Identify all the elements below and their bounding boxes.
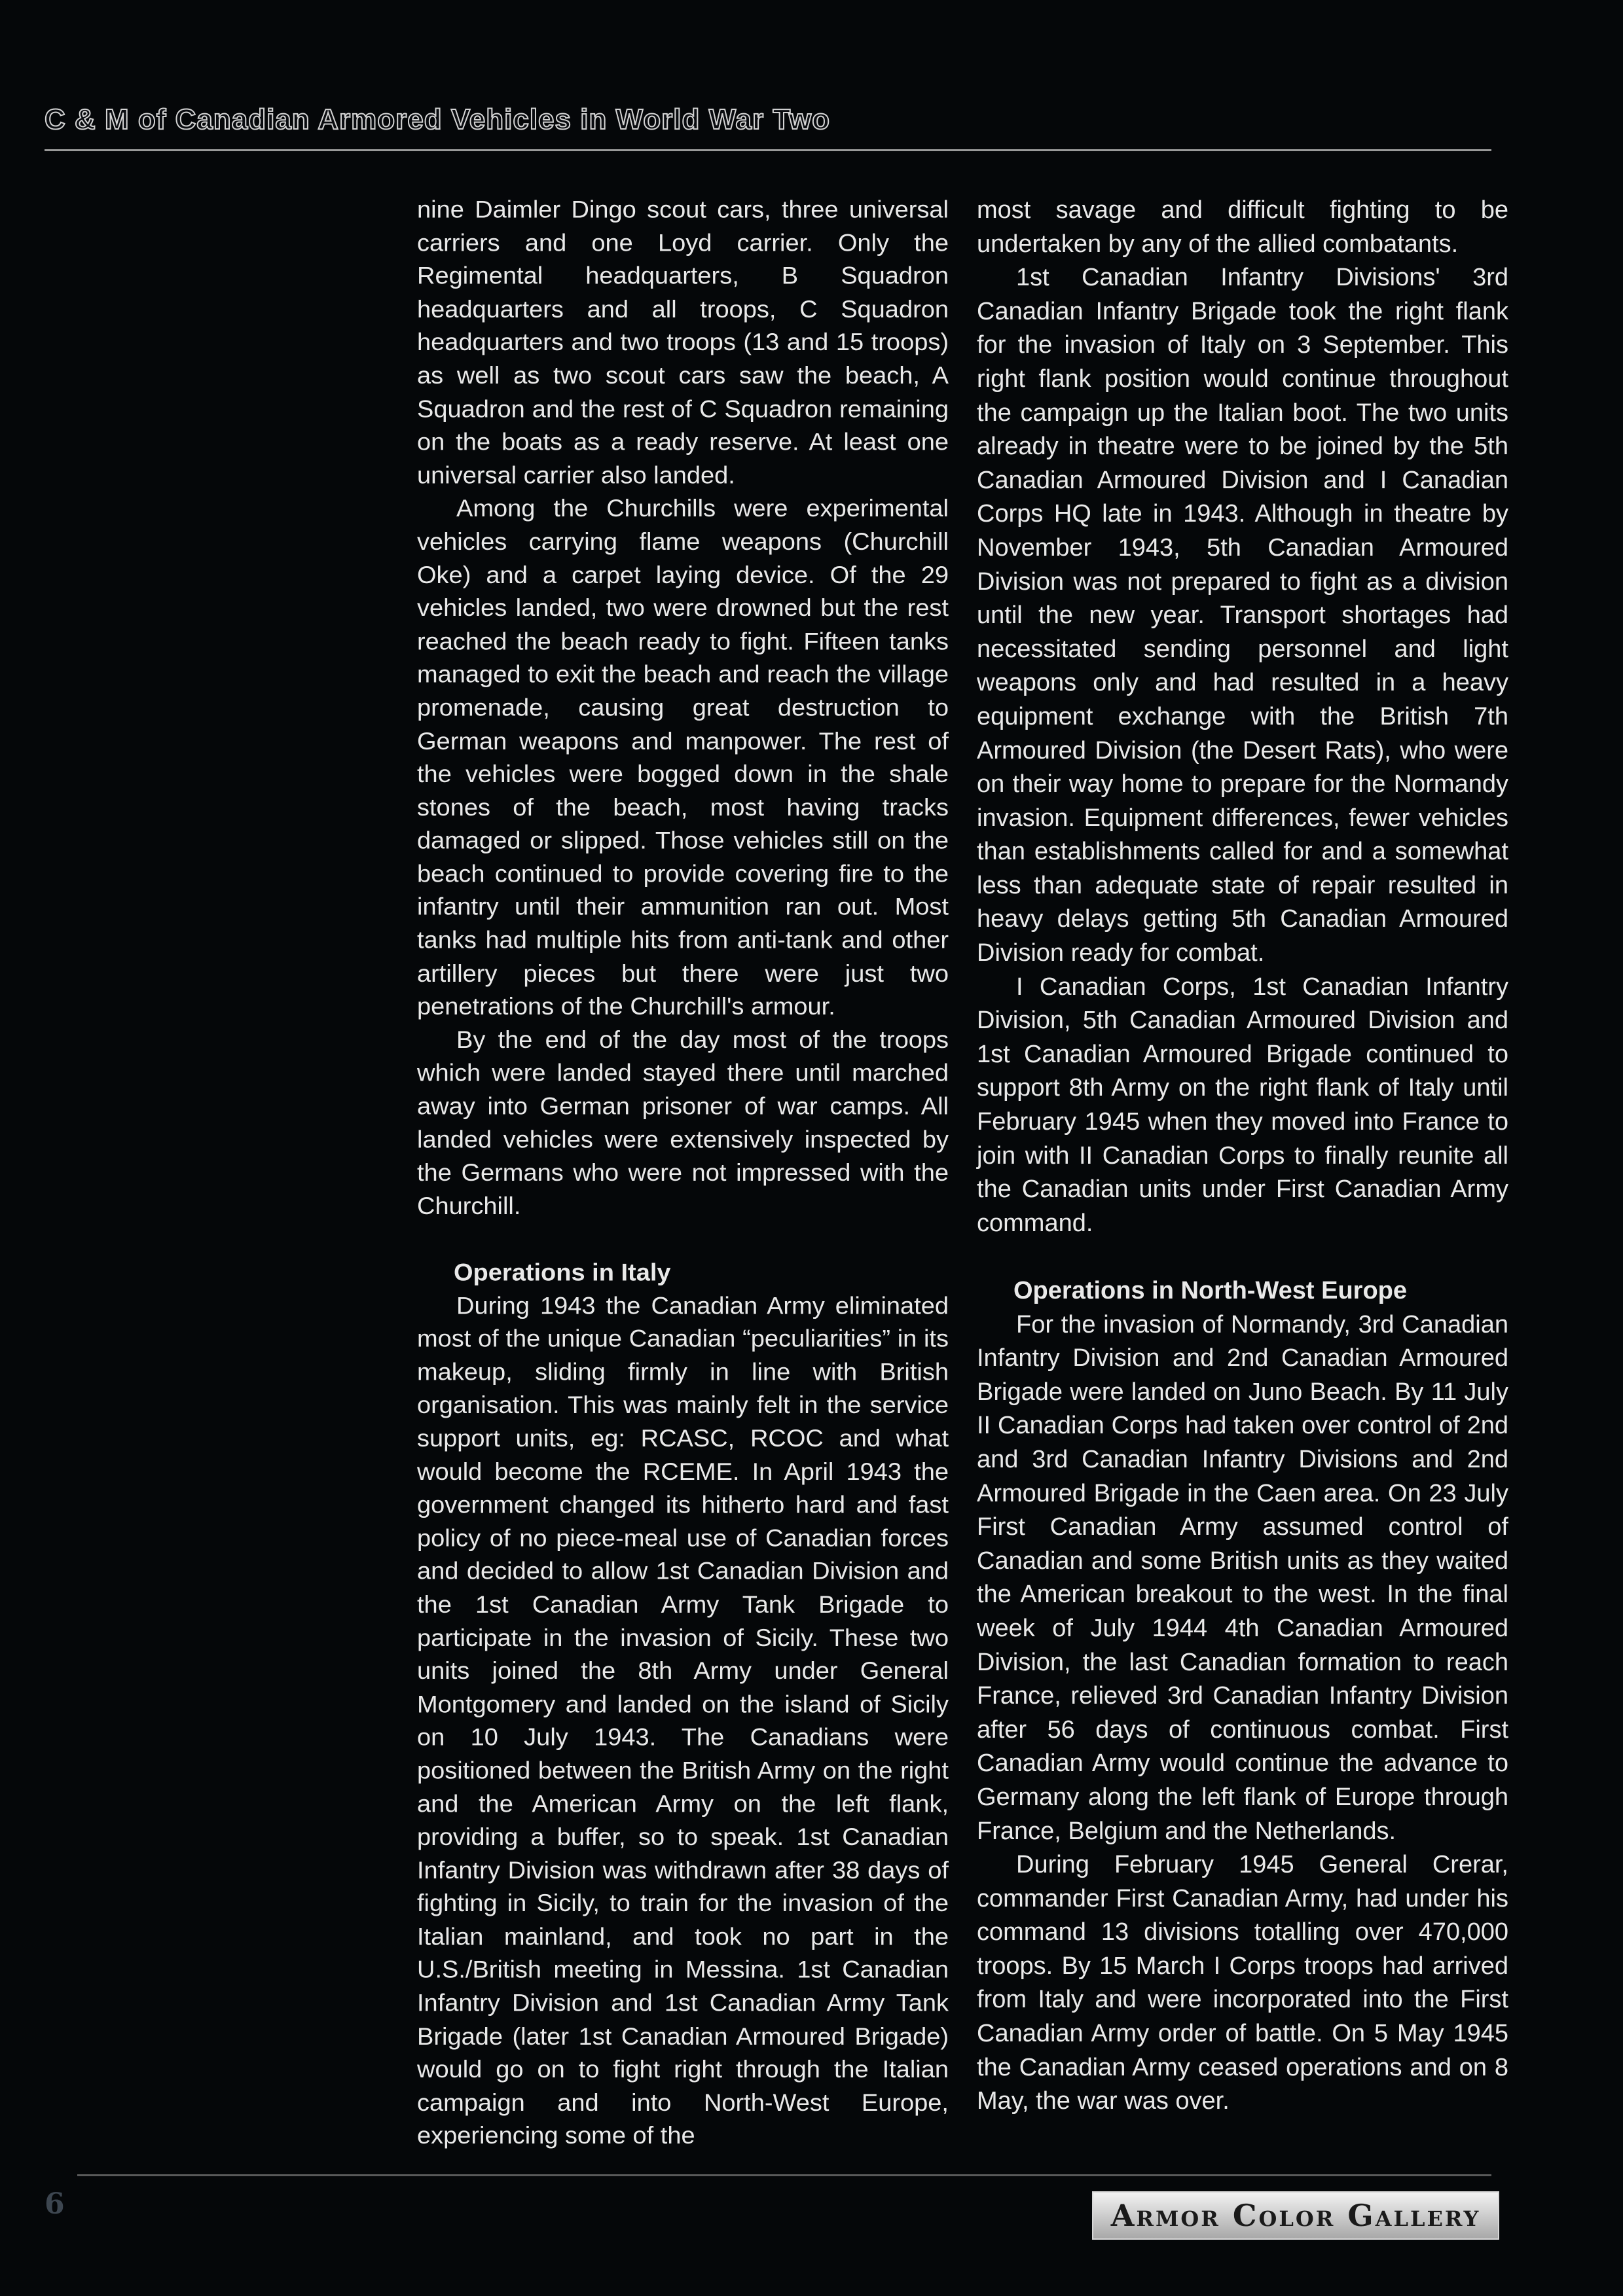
logo-text: Armor Color Gallery bbox=[1110, 2198, 1481, 2233]
armor-color-gallery-logo bbox=[1092, 2191, 1499, 2240]
paragraph: During 1943 the Canadian Army eliminated most of the unique Canadian “peculiarities” in its makeup, sliding firmly in line with British organisation. This was mainly felt in the service support units, eg: RCASC, RCOC and what would become the RCEME. In April 1943 the government changed its hitherto hard and fast policy of no piece-meal use of Canadian forces and decided to allow 1st Canadian Division and the 1st Canadian Army Tank Brigade to participate in the invasion of Sicily. These two units joined the 8th Army under General Montgomery and landed on the island of Sicily on 10 July 1943. The Canadians were positioned between the British Army on the right and the American Army on the left flank, providing a buffer, so to speak. 1st Canadian Infantry Division was withdrawn after 38 days of fighting in Sicily, to train for the invasion of the Italian mainland, and took no part in the U.S./British meeting in Messina. 1st Canadian Infantry Division and 1st Canadian Army Tank Brigade (later 1st Canadian Armoured Brigade) would go on to fight right through the Italian campaign and into North-West Europe, experiencing some of the bbox=[417, 1292, 949, 2150]
paragraph: I Canadian Corps, 1st Canadian Infantry Division, 5th Canadian Armoured Division and 1st Canadian Armoured Brigade continued to support 8th Army on the right flank of Italy until February 1945 when they moved into France to join with II Canadian Corps to finally reunite all the Canadian units under First Canadian Army command. bbox=[977, 973, 1508, 1237]
section-spacer bbox=[977, 1240, 1508, 1274]
footer-divider bbox=[77, 2174, 1491, 2176]
paragraph: 1st Canadian Infantry Divisions' 3rd Canadian Infantry Brigade took the right flank for the invasion of Italy on 3 September. This right flank position would continue throughout the campaign up the Italian boot. The two units already in theatre were to be joined by the 5th Canadian Armoured Division and I Canadian Corps HQ late in 1943. Although in theatre by November 1943, 5th Canadian Armoured Division was not prepared to fight as a division until the new year. Transport shortages had necessitated sending personnel and light weapons only and had resulted in a heavy equipment exchange with the British 7th Armoured Division (the Desert Rats), who were on their way home to prepare for the Normandy invasion. Equipment differences, fewer vehicles than establishments called for and a somewhat less than adequate state of repair resulted in heavy delays getting 5th Canadian Armoured Division ready for combat. bbox=[977, 264, 1508, 967]
paragraph: For the invasion of Normandy, 3rd Canadian Infantry Division and 2nd Canadian Armoured Brigade were landed on Juno Beach. By 11 July II Canadian Corps had taken over control of 2nd and 3rd Canadian Infantry Divisions and 2nd Armoured Brigade in the Caen area. On 23 July First Canadian Army assumed control of Canadian and some British units as they waited the American breakout to the west. In the final week of July 1944 4th Canadian Armoured Division, the last Canadian formation to reach France, relieved 3rd Canadian Infantry Division after 56 days of continuous combat. First Canadian Army would continue the advance to Germany along the left flank of Europe through France, Belgium and the Netherlands. bbox=[977, 1310, 1508, 1845]
paragraph: most savage and difficult fighting to be undertaken by any of the allied combatants. bbox=[977, 196, 1508, 258]
running-header-title: C & M of Canadian Armored Vehicles in World War Two bbox=[45, 103, 831, 135]
paragraph: Among the Churchills were experimental vehicles carrying flame weapons (Churchill Oke) and a carpet laying device. Of the 29 vehicles landed, two were drowned but the rest reached the beach ready to fight. Fifteen tanks managed to exit the beach and reach the village promenade, causing great destruction to German weapons and manpower. The rest of the vehicles were bogged down in the shale stones of the beach, most having tracks damaged or slipped. Those vehicles still on the beach continued to provide covering fire to the infantry until their ammunition ran out. Most tanks had multiple hits from anti-tank and other artillery pieces but there were just two penetrations of the Churchill's armour. bbox=[417, 495, 949, 1021]
section-spacer bbox=[417, 1223, 949, 1257]
section-heading-north-west-europe: Operations in North-West Europe bbox=[1013, 1277, 1408, 1304]
right-text-column bbox=[977, 194, 1508, 2119]
left-text-column bbox=[417, 194, 949, 2153]
header-divider bbox=[45, 149, 1491, 151]
paragraph: By the end of the day most of the troops which were landed stayed there until marched away into German prisoner of war camps. All landed vehicles were extensively inspected by the Germans who were not impressed with the Churchill. bbox=[417, 1026, 949, 1220]
paragraph: During February 1945 General Crerar, commander First Canadian Army, had under his command 13 divisions totalling over 470,000 troops. By 15 March I Corps troops had arrived from Italy and were incorporated into the First Canadian Army order of battle. On 5 May 1945 the Canadian Army ceased operations and on 8 May, the war was over. bbox=[977, 1851, 1508, 2115]
section-heading-italy: Operations in Italy bbox=[454, 1259, 671, 1287]
page-number: 6 bbox=[45, 2187, 65, 2221]
paragraph: nine Daimler Dingo scout cars, three universal carriers and one Loyd carrier. Only the Regimental headquarters, B Squadron headquarters and all troops, C Squadron headquarters and two troops (13 and 15 troops) as well as two scout cars saw the beach, A Squadron and the rest of C Squadron remaining on the boats as a ready reserve. At least one universal carrier also landed. bbox=[417, 196, 949, 490]
